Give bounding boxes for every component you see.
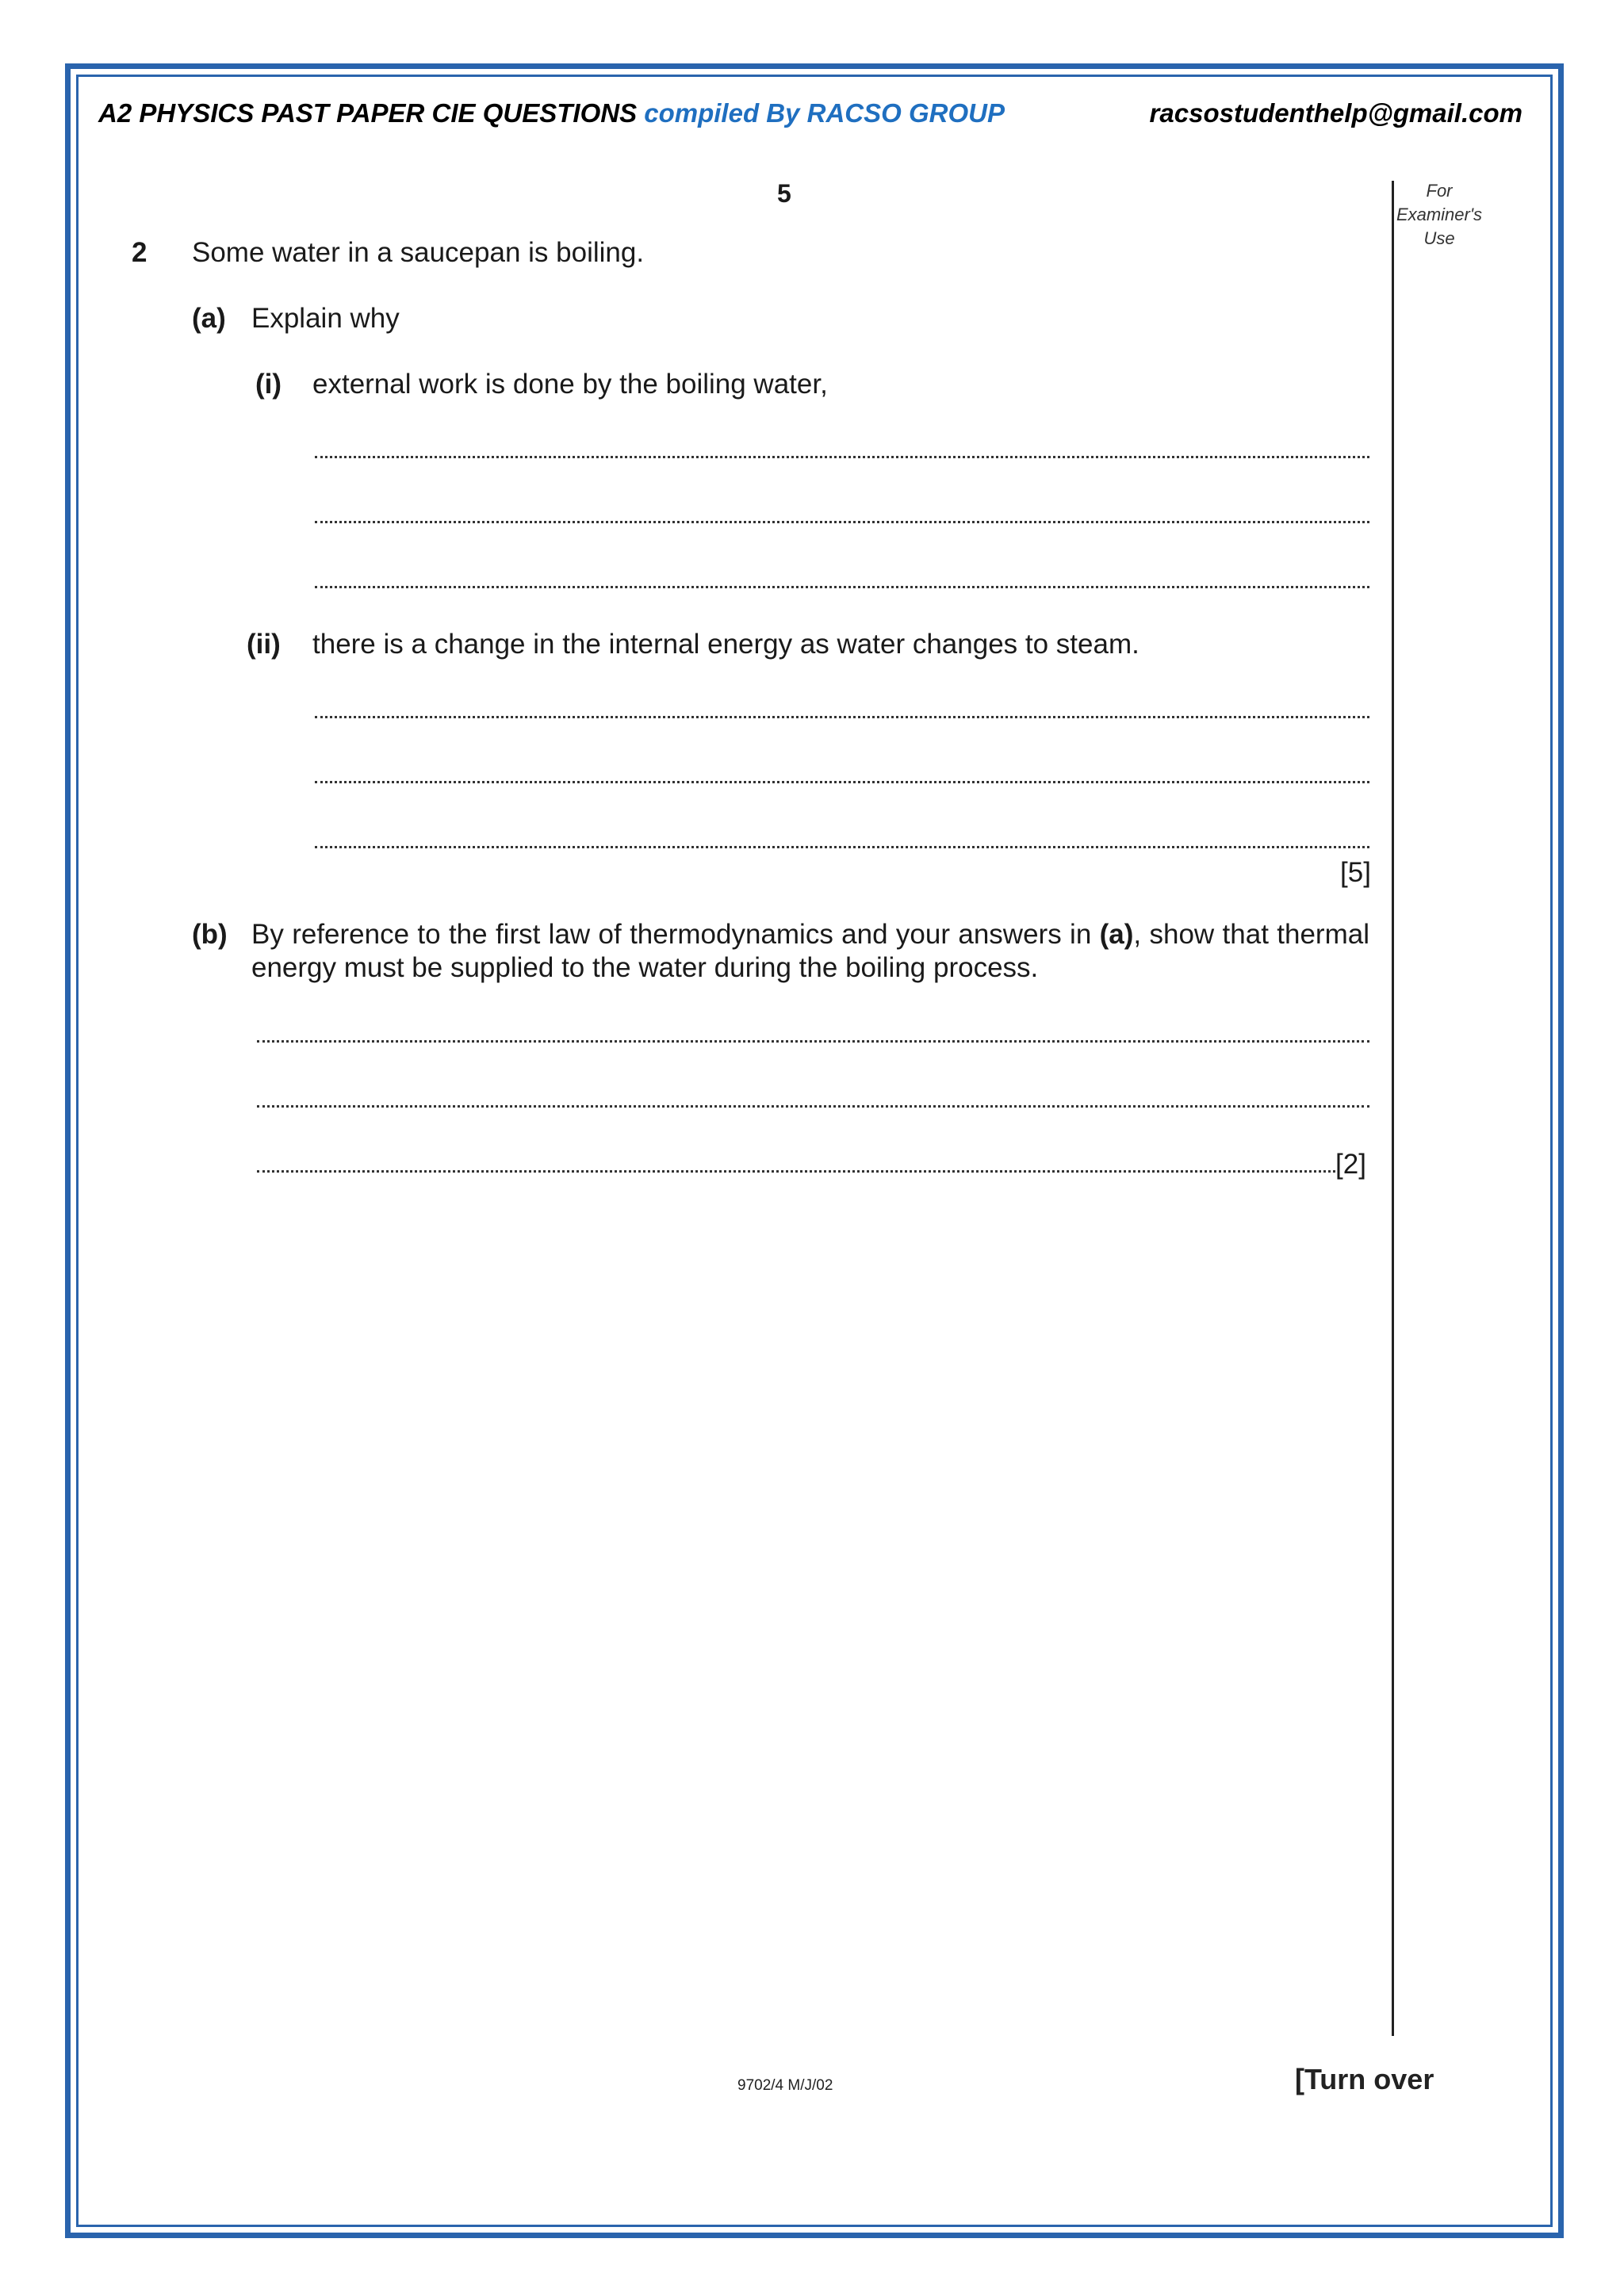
answer-line[interactable]: [315, 521, 1369, 523]
question-number: 2: [132, 237, 147, 268]
part-a-i-label: (i): [255, 369, 282, 400]
answer-line[interactable]: [315, 456, 1369, 458]
header-title: [98, 98, 1005, 128]
examiner-margin-line: [1392, 181, 1394, 2036]
turn-over-label: [Turn over: [1295, 2063, 1434, 2095]
examiner-label-line2: Examiner's: [1396, 205, 1483, 224]
header-title-accent: compiled By RACSO GROUP: [644, 98, 1005, 128]
part-b-text-before: By reference to the first law of thermodynamics and your answers in: [251, 919, 1100, 950]
examiner-use-label: [1392, 179, 1487, 251]
answer-line[interactable]: [257, 1170, 1335, 1173]
part-a-marks: [5]: [1340, 857, 1371, 888]
answer-line[interactable]: [257, 1040, 1369, 1043]
part-b-text-after: , show that thermal energy must be supplied to the water during the boiling process.: [251, 919, 1369, 983]
header-title-main: A2 PHYSICS PAST PAPER CIE QUESTIONS: [98, 98, 638, 128]
question-stem: Some water in a saucepan is boiling.: [192, 237, 645, 268]
header-email: racsostudenthelp@gmail.com: [1149, 98, 1522, 128]
part-a-text: Explain why: [251, 303, 400, 334]
page-number: 5: [777, 179, 791, 208]
part-b-reference: (a): [1099, 919, 1134, 950]
answer-line[interactable]: [315, 846, 1369, 848]
part-b-marks: [2]: [1335, 1149, 1366, 1180]
answer-line[interactable]: [315, 781, 1369, 783]
part-b-text: [251, 918, 1369, 985]
part-b-label: (b): [192, 919, 228, 950]
paper-code: 9702/4 M/J/02: [737, 2077, 833, 2094]
examiner-label-line1: For: [1426, 181, 1453, 201]
part-a-ii-text: there is a change in the internal energy as water changes to steam.: [312, 629, 1139, 660]
part-a-i-text: external work is done by the boiling water,: [312, 369, 828, 400]
answer-line[interactable]: [315, 716, 1369, 718]
part-a-ii-label: (ii): [247, 629, 281, 660]
part-a-label: (a): [192, 303, 226, 334]
examiner-label-line3: Use: [1423, 228, 1455, 248]
answer-line[interactable]: [257, 1105, 1369, 1108]
answer-line[interactable]: [315, 586, 1369, 588]
